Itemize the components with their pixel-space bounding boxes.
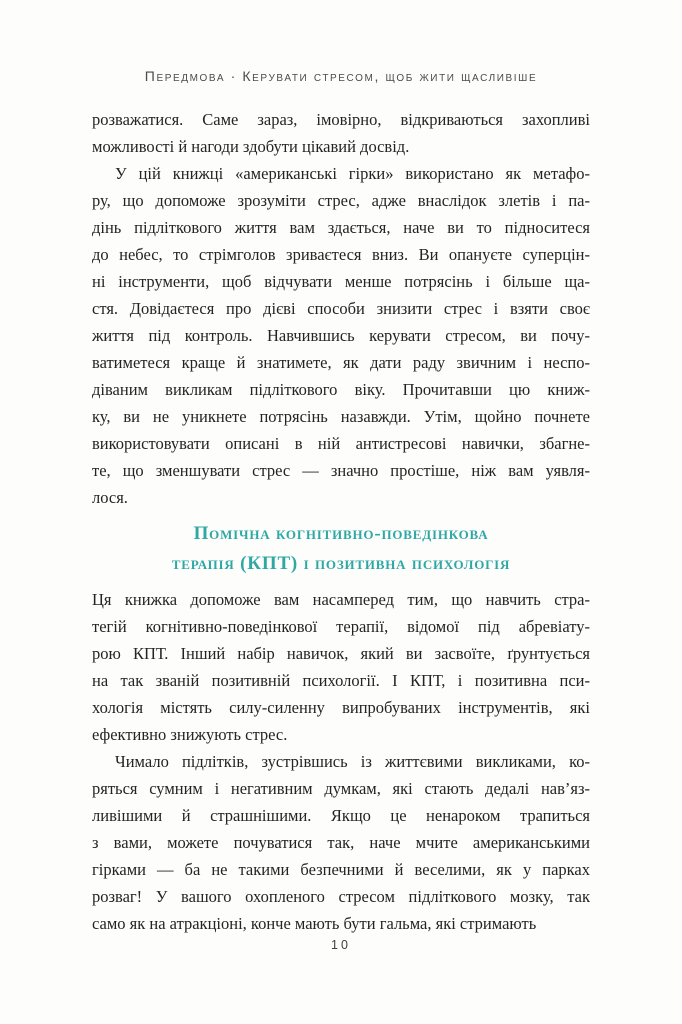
text-line: ру, що допоможе зрозуміти стрес, адже внаслідок злетів і па- [92,191,590,210]
paragraph [92,586,590,748]
section-heading-line: терапія (КПТ) і позитивна психологія [171,553,511,574]
text-line: те, що зменшувати стрес — значно простіше, ніж вам уявля- [92,461,590,480]
text-line: ливішими й страшнішими. Якщо це ненароком трапиться [92,806,590,825]
text-line: ку, ви не уникнете потрясінь назавжди. Утім, щойно почнете [92,407,590,426]
text-line: лося. [92,488,128,507]
text-line: використовувати описані в ній антистресові навички, збагне- [92,434,590,453]
text-line: хологія містять силу-силенну випробуваних інструментів, які [92,698,590,717]
paragraph [92,106,590,160]
running-head: Передмова · Керувати стресом, щоб жити щасливіше [144,68,538,84]
text-line: життя під контроль. Навчившись керувати стресом, ви почу- [92,326,590,345]
section-heading-line: Помічна когнітивно-поведінкова [193,523,489,544]
text-line: стя. Довідаєтеся про дієві способи знизити стрес і взяти своє [92,299,590,318]
text-line: розваг! У вашого охопленого стресом підліткового мозку, так [92,887,590,906]
text-line: діваним викликам підліткового віку. Прочитавши цю книж- [92,380,590,399]
text-line: ефективно знижують стрес. [92,725,288,744]
text-line: до небес, то стрімголов зриваєтеся вниз. Ви опануєте суперцін- [92,245,590,264]
text-line: гірками — ба не такими безпечними й веселими, як у парках [92,860,590,879]
text-line: ні інструменти, щоб відчувати менше потрясінь і більше ща- [92,272,590,291]
text-line: само як на атракціоні, конче мають бути гальма, які стримають [92,914,537,933]
text-line: У цій книжці «американські гірки» використано як метафо- [115,164,590,183]
text-line: з вами, можете почуватися так, наче мчите американськими [92,833,590,852]
text-line: можливості й нагоди здобути цікавий досвід. [92,137,410,156]
text-line: Ця книжка допоможе вам насамперед тим, що навчить стра- [92,590,590,609]
paragraph [92,748,590,937]
text-line: на так званій позитивній психології. І КПТ, і позитивна пси- [92,671,590,690]
text-line: ряться сумним і негативним думкам, які стають дедалі нав’яз- [92,779,590,798]
body-text [92,106,590,937]
page-number: 10 [331,938,351,952]
paragraph [92,160,590,511]
text-line: дінь підліткового життя вам здається, наче ви то підноситеся [92,218,590,237]
text-line: Чимало підлітків, зустрівшись із життєвими викликами, ко- [115,752,590,771]
text-line: рою КПТ. Інший набір навичок, який ви засвоїте, ґрунтується [92,644,590,663]
section-heading [92,519,590,579]
text-line: тегій когнітивно-поведінкової терапії, відомої під абревіату- [92,617,590,636]
text-line: ватиметеся краще й знатимете, як дати раду звичним і неспо- [92,353,590,372]
text-line: розважатися. Саме зараз, імовірно, відкриваються захопливі [92,110,590,129]
